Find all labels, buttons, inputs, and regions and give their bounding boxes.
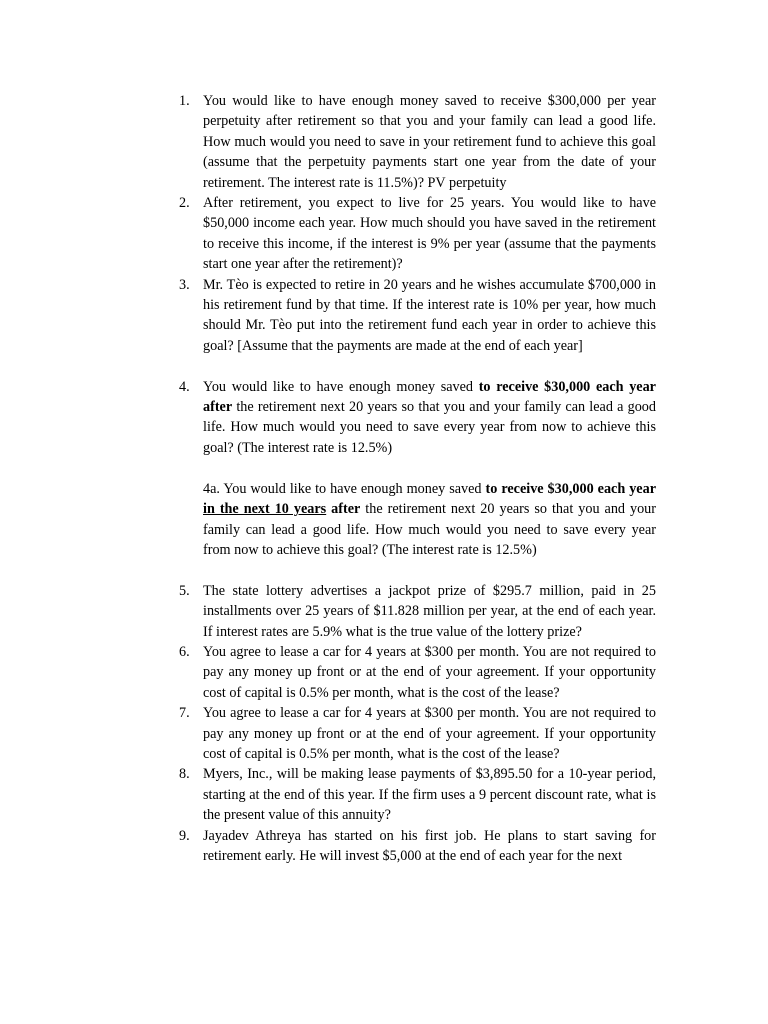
sub-item-4a <box>170 479 656 561</box>
list-item <box>170 581 656 642</box>
item-number: 5. <box>179 582 190 599</box>
item-text: Jayadev Athreya has started on his first job. He plans to start saving for retirement early. He will invest $5,000 at the end of each year for the next <box>203 827 656 864</box>
item-number: 6. <box>179 643 190 660</box>
list-item <box>170 642 656 703</box>
list-item <box>170 377 656 459</box>
item-text: Mr. Tèo is expected to retire in 20 years and he wishes accumulate $700,000 in his retirement fund by that time. If the interest rate is 10% per year, how much should Mr. Tèo put into the retirement fund each year in order to achieve this goal? [Assume that the payments are made at the end of each year] <box>203 276 656 354</box>
question-list <box>170 91 656 866</box>
list-item <box>170 703 656 764</box>
item-text: You would like to have enough money saved <box>219 480 486 497</box>
list-item <box>170 91 656 193</box>
item-text: You agree to lease a car for 4 years at $300 per month. You are not required to pay any money up front or at the end of your agreement. If your opportunity cost of capital is 0.5% per month, what is the cost of the lease? <box>203 705 656 762</box>
item-number: 1. <box>179 93 190 109</box>
list-item <box>170 193 656 275</box>
item-text: You agree to lease a car for 4 years at $300 per month. You are not required to pay any money up front or at the end of your agreement. If your opportunity cost of capital is 0.5% per month, what is the cost of the lease? <box>203 643 656 701</box>
item-text: the retirement next 20 years so that you and your family can lead a good life. How much would you need to save every year from now to achieve this goal? (The interest rate is 12.5%) <box>203 399 656 456</box>
item-text: After retirement, you expect to live for 25 years. You would like to have $50,000 income each year. How much should you have saved in the retirement to receive this income, if the interest is 9% per year (assume that the payments start one year after the retirement)? <box>203 195 656 273</box>
item-text: The state lottery advertises a jackpot prize of $295.7 million, paid in 25 installments over 25 years of $11.828 million per year, at the end of each year. If interest rates are 5.9% what is the true value of the lottery prize? <box>203 582 656 640</box>
list-item <box>170 826 656 867</box>
item-text: You would like to have enough money saved <box>203 378 479 395</box>
item-text-bold: to receive $30,000 each year <box>485 480 656 497</box>
list-item <box>170 764 656 825</box>
item-text-bold-underline: in the next 10 years <box>203 501 327 518</box>
item-text: the retirement next 20 years so that you and your family can lead a good life. How much would you need to save every year from now to achieve this goal? (The interest rate is 12.5%) <box>203 501 656 558</box>
sub-item-label: 4a. <box>203 480 220 497</box>
item-text-bold: to receive $30,000 each year after <box>203 378 656 416</box>
item-number: 2. <box>179 195 190 212</box>
item-text: You would like to have enough money saved to receive $300,000 per year perpetuity after retirement so that you and your family can lead a good life. How much would you need to save in your retirement fund to achieve this goal (assume that the perpetuity payments start one year from the date of your retirement. The interest rate is 11.5%)? PV perpetuity <box>203 93 656 191</box>
item-number: 4. <box>179 378 190 395</box>
item-number: 3. <box>179 276 190 293</box>
item-text-bold: after <box>331 501 361 518</box>
item-number: 9. <box>179 827 190 844</box>
blank-line <box>170 356 656 376</box>
blank-line <box>170 458 656 478</box>
list-item <box>170 275 656 357</box>
item-number: 7. <box>179 705 190 722</box>
item-text: Myers, Inc., will be making lease payments of $3,895.50 for a 10-year period, starting at the end of this year. If the firm uses a 9 percent discount rate, what is the present value of this annuity? <box>203 766 656 824</box>
item-number: 8. <box>179 766 190 783</box>
blank-line <box>170 560 656 580</box>
